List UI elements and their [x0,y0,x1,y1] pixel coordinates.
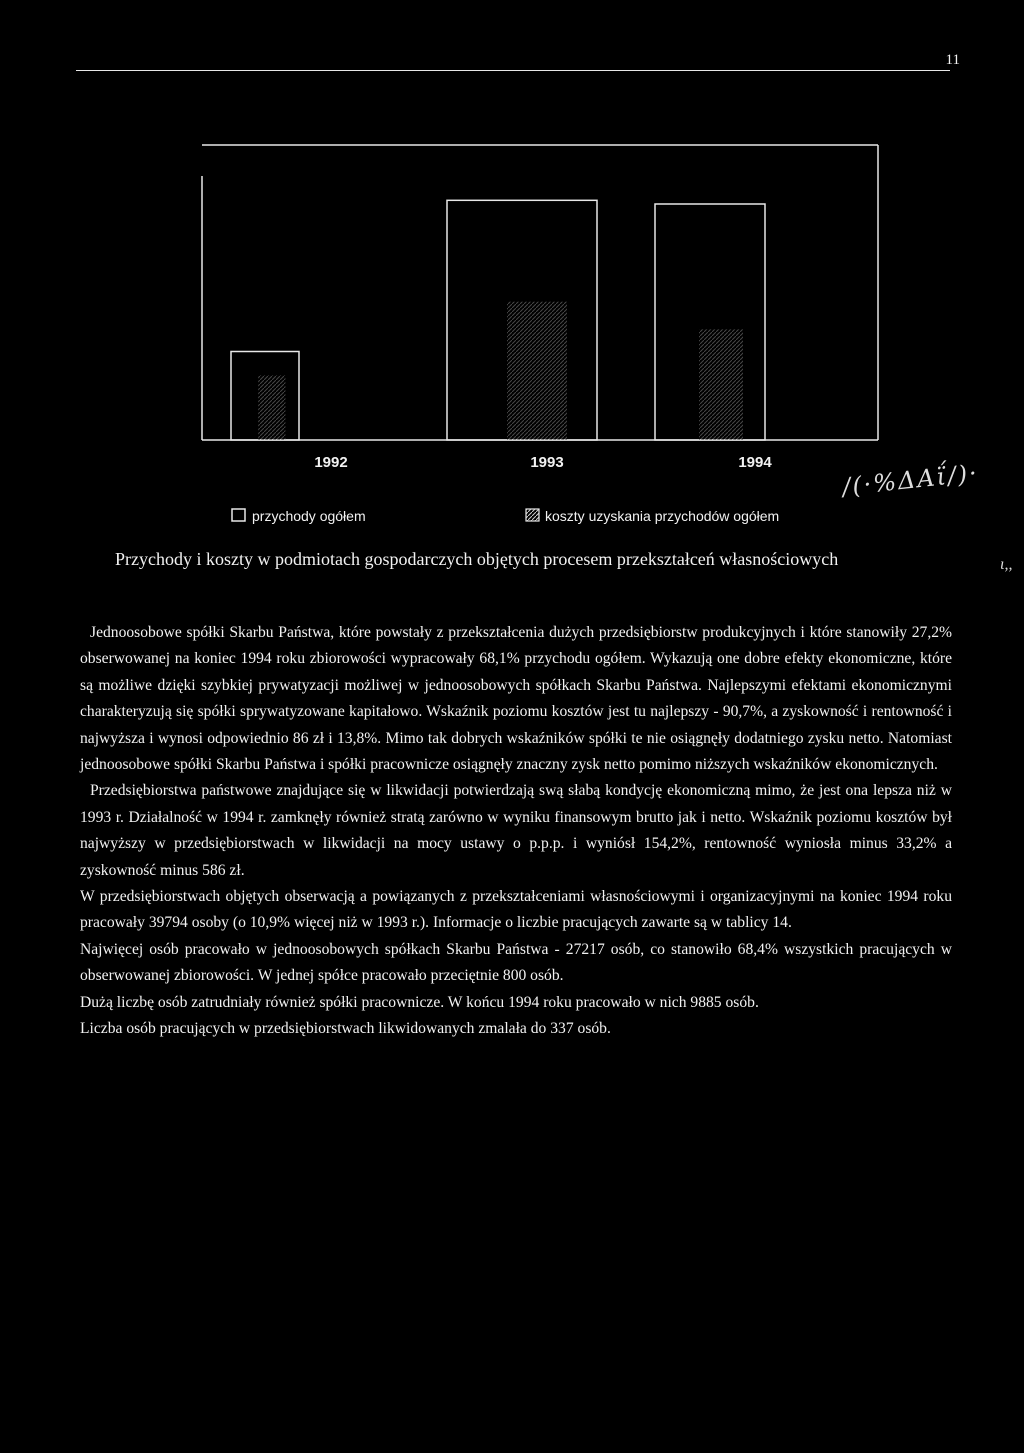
paragraph-3: W przedsiębiorstwach objętych obserwacją a powiązanych z przekształceniami własnościowymi i organizacyjnymi na koniec 1994 roku pracowały 39794 osoby (o 10,9% więcej niż w 1993 r.). Informacje o liczbie pracujących zawarte są w tablicy 14. [80,888,952,932]
hatched-square-icon [526,509,539,521]
tick-label-1993: 1993 [530,454,564,471]
paragraph-6: Liczba osób pracujących w przedsiębiorstwach likwidowanych zmalała do 337 osób. [80,1020,611,1038]
paragraph-1: Jednoosobowe spółki Skarbu Państwa, które powstały z przekształcenia dużych przedsiębiorstw produkcyjnych i które stanowiły 27,2% obserwowanej na koniec 1994 roku zbiorowości wypracowały 68,1% przychodu ogółem. Wykazują one dobre efekty ekonomiczne, które są możliwe dzięki szybkiej prywatyzacji możliwej w jednoosobowych spółkach Skarbu Państwa. Najlepszymi efektami ekonomicznymi charakteryzują się spółki sprywatyzowane kapitałowo. Wskaźnik poziomu kosztów jest tu najlepszy - 90,7%, a zyskowność i rentowność i najwyższa i wynosi odpowiednio 86 zł i 13,8%. Mimo tak dobrych wskaźników spółki te nie osiągnęły dodatniego zysku netto. Natomiast jednoosobowe spółki Skarbu Państwa i spółki pracownicze osiągnęły znaczny zysk netto pomimo niższych wskaźników ekonomicznych. [80,624,952,774]
empty-square-icon [232,509,245,521]
paragraph-2: Przedsiębiorstwa państwowe znajdujące się w likwidacji potwierdzają swą słabą kondycję ekonomiczną mimo, że jest ona lepsza niż w 1993 r. Działalność w 1994 r. zamknęły również stratą zarówno w wyniku finansowym brutto jak i netto. Wskaźnik poziomu kosztów był najwyższy w przedsiębiorstwach w likwidacji na mocy ustawy o p.p.p. i wyniósł 154,2%, rentowność wyniosła minus 33,2% a zyskowność minus 586 zł. [80,782,952,879]
handwritten-note: /(·%ΔΑΐ/)· [840,458,981,502]
legend-label-costs: koszty uzyskania przychodów ogółem [545,508,780,524]
bar-costs-1994 [699,329,743,440]
tick-label-1992: 1992 [314,454,348,471]
tick-label-1994: 1994 [738,454,772,471]
page-number: 11 [945,52,960,68]
legend-label-revenue: przychody ogółem [252,508,366,524]
paragraph-5: Dużą liczbę osób zatrudniały również spółki pracownicze. W końcu 1994 roku pracowało w nich 9885 osób. [80,993,759,1011]
handwritten-mark: ι,, [1000,556,1013,573]
bar-costs-1992 [258,375,285,440]
body-text [80,620,952,1043]
chart-caption: Przychody i koszty w podmiotach gospodarczych objętych procesem przekształceń własnościowych [115,549,839,569]
bar-costs-1993 [507,302,567,440]
paragraph-4: Najwięcej osób pracowało w jednoosobowych spółkach Skarbu Państwa - 27217 osób, co stanowiło 68,4% wszystkich pracujących w obserwowanej zbiorowości. W jednej spółce pracowało przeciętnie 800 osób. [80,940,952,985]
